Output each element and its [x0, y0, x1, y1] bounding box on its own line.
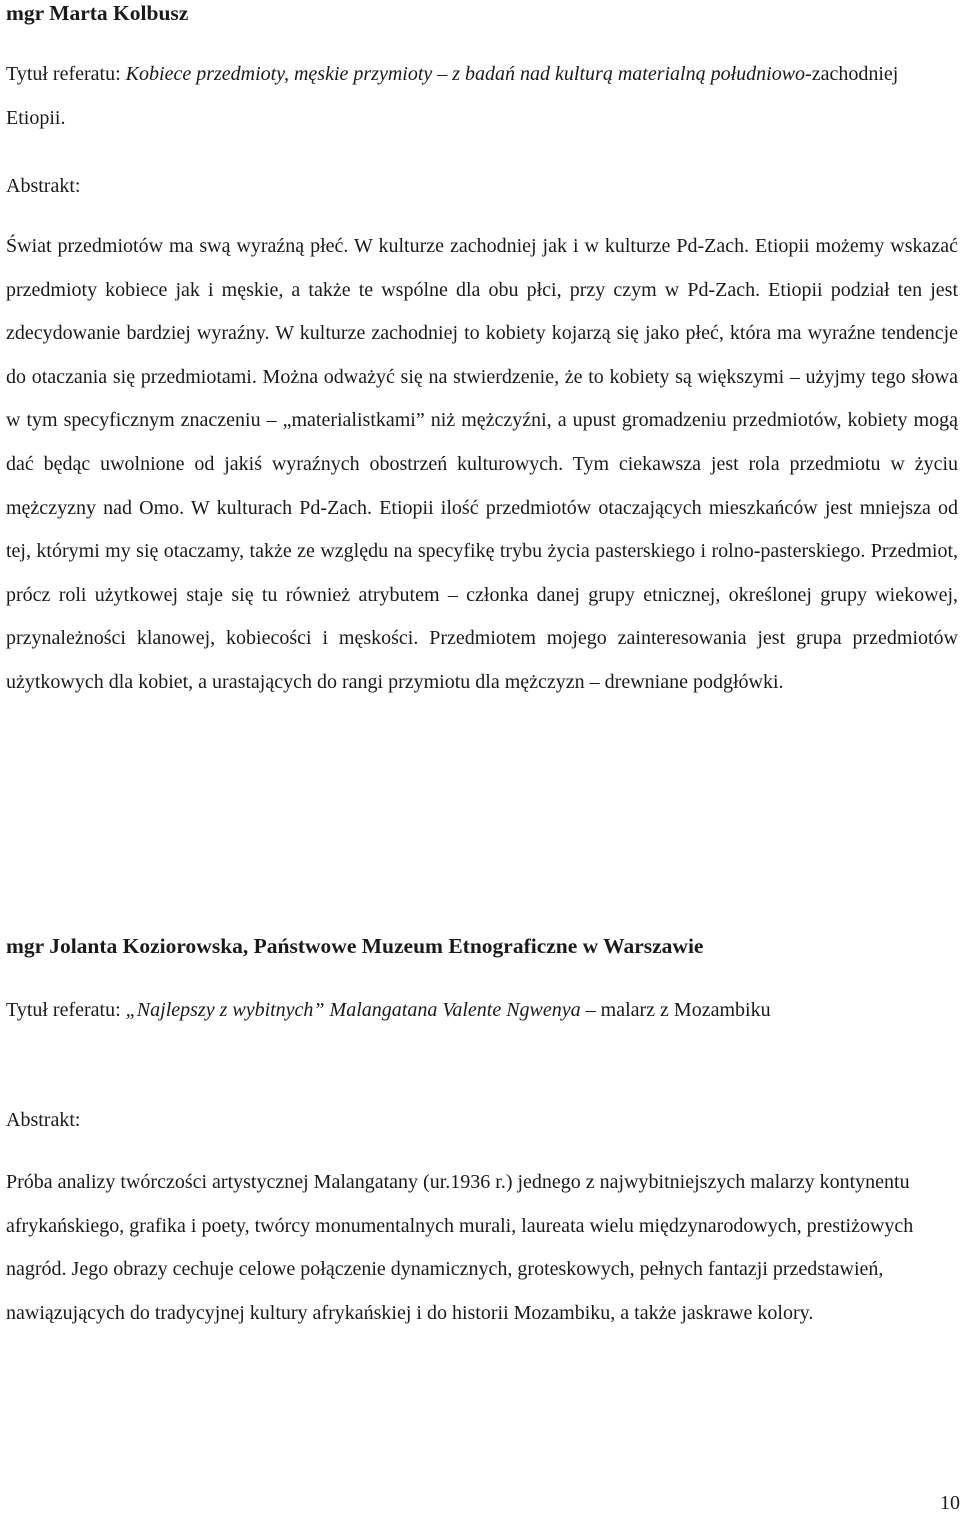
- title-italic-2: „Najlepszy z wybitnych” Malangatana Valente Ngwenya: [125, 999, 581, 1021]
- paper-title-2: [6, 988, 836, 1032]
- paper-title-1: [6, 52, 946, 140]
- author-heading-2: mgr Jolanta Koziorowska, Państwowe Muzeum Etnograficzne w Warszawie: [6, 934, 704, 958]
- title-rest-1: zachodniej Etiopii.: [6, 63, 899, 129]
- title-prefix-1: Tytuł referatu:: [6, 63, 126, 85]
- abstract-text-2: Próba analizy twórczości artystycznej Malangatany (ur.1936 r.) jednego z najwybitniejszych malarzy kontynentu afrykańskiego, grafika i poety, twórcy monumentalnych murali, laureata wielu międzynarodowych, prestiżowych nagród. Jego obrazy cechuje celowe połączenie dynamicznych, groteskowych, pełnych fantazji przedstawień, nawiązujących do tradycyjnej kultury afrykańskiej i do historii Mozambiku, a także jaskrawe kolory.: [6, 1171, 914, 1324]
- title-rest-2: – malarz z Mozambiku: [580, 999, 771, 1021]
- title-italic-1: Kobiece przedmioty, męskie przymioty – z badań nad kulturą materialną południowo-: [125, 63, 812, 85]
- author-heading-1: mgr Marta Kolbusz: [6, 1, 189, 25]
- page-number: 10: [940, 1492, 960, 1514]
- title-prefix-2: Tytuł referatu:: [6, 999, 126, 1021]
- abstract-label-2: Abstrakt:: [6, 1109, 81, 1131]
- abstract-text-1: Świat przedmiotów ma swą wyraźną płeć. W kulturze zachodniej jak i w kulturze Pd-Zach. Etiopii możemy wskazać przedmioty kobiece jak i męskie, a także te wspólne dla obu płci, przy czym w Pd-Zach. Etiopii podział ten jest zdecydowanie bardziej wyraźny. W kulturze zachodniej to kobiety kojarzą się jako płeć, która ma wyraźne tendencje do otaczania się przedmiotami. Można odważyć się na stwierdzenie, że to kobiety są większymi – użyjmy tego słowa w tym specyficznym znaczeniu – „materialistkami” niż mężczyźni, a upust gromadzeniu przedmiotów, kobiety mogą dać będąc uwolnione od jakiś wyraźnych obostrzeń kulturowych. Tym ciekawsza jest rola przedmiotu w życiu mężczyzny nad Omo. W kulturach Pd-Zach. Etiopii ilość przedmiotów otaczających mieszkańców jest mniejsza od tej, którymi my się otaczamy, także ze względu na specyfikę trybu życia pasterskiego i rolno-pasterskiego. Przedmiot, prócz roli użytkowej staje się tu również atrybutem – członka danej grupy etnicznej, określonej grupy wiekowej, przynależności klanowej, kobiecości i męskości. Przedmiotem mojego zainteresowania jest grupa przedmiotów użytkowych dla kobiet, a urastających do rangi przymiotu dla mężczyzn – drewniane podgłówki.: [6, 235, 958, 693]
- abstract-label-1: Abstrakt:: [6, 175, 81, 197]
